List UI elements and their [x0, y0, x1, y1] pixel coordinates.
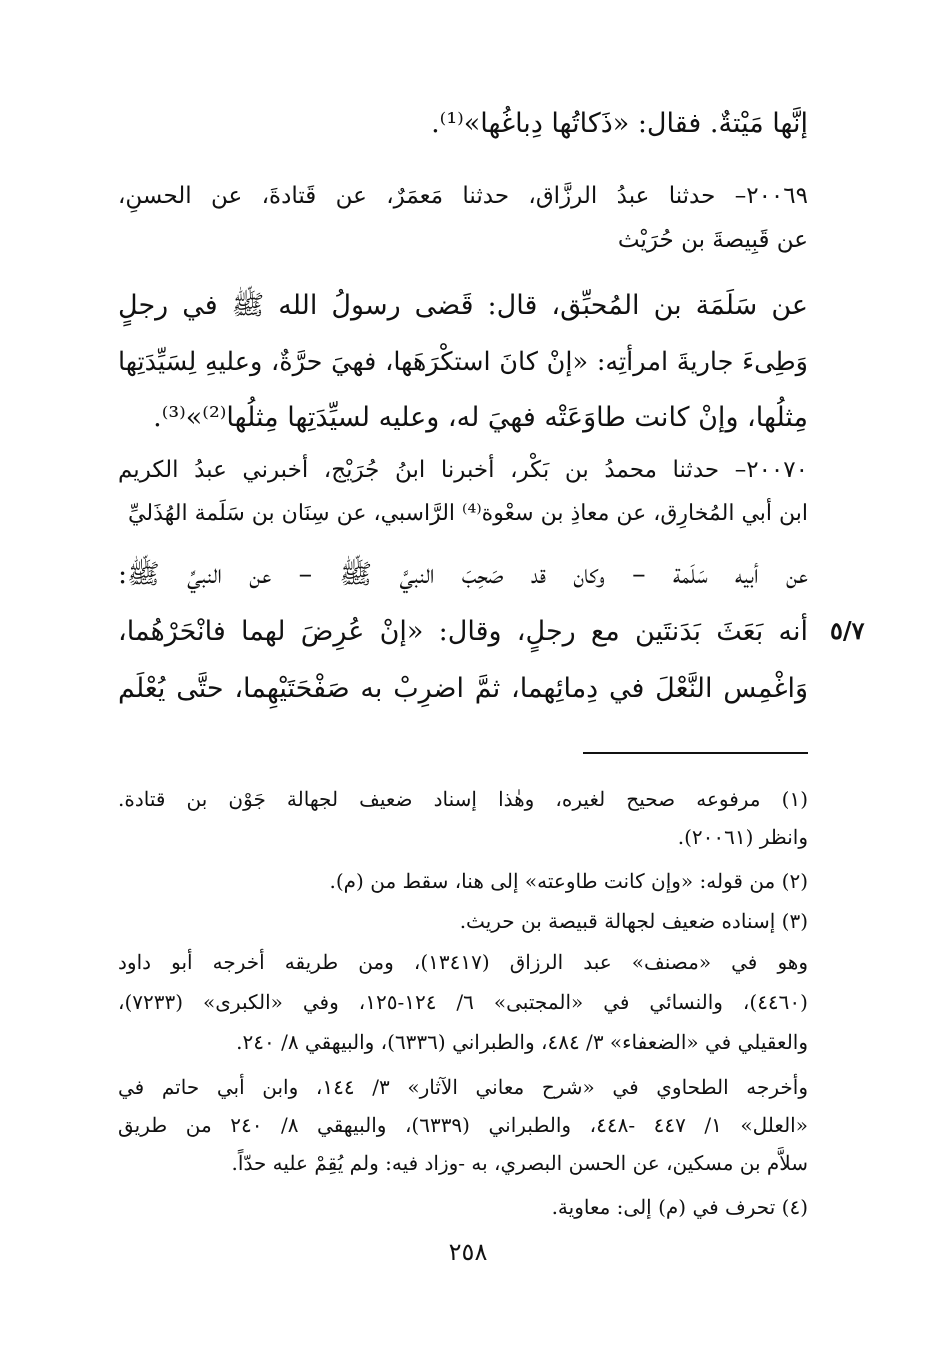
hadith-20070-matn [118, 546, 808, 717]
text-line: وَطِىءَ جاريةَ امرأتِه: «إنْ كانَ استكْرَهَها، فهيَ حرَّةٌ، وعليهِ لِسَيِّدَتِها [118, 347, 808, 377]
footnote-line: (١) مرفوعه صحيح لغيره، وهٰذا إسناد ضعيف لجهالة جَوْن بن قتادة. [118, 787, 808, 811]
footnote-3 [118, 902, 808, 940]
footnote-1 [118, 780, 808, 856]
page-number: ٢٥٨ [448, 1238, 488, 1266]
footnote-3-paragraph-2 [118, 1068, 808, 1182]
footnote-line: وهو في «مصنف» عبد الرزاق (١٣٤١٧)، ومن طريقه أخرجه أبو داود [118, 950, 808, 974]
text-line: عن سَلَمَة بن المُحبِّق، قال: قَضى رسولُ الله ﷺ في رجلٍ [118, 290, 808, 321]
footnote-4 [118, 1188, 808, 1226]
text-line: عن قَبِيصةَ بن حُرَيْث [617, 227, 808, 253]
text-line: إنَّها مَيْتةٌ. فقال: «ذَكاتُها دِباغُها»⁽¹⁾. [431, 108, 808, 139]
footnote-line: وانظر (٢٠٠٦١). [677, 825, 808, 849]
footnote-separator [583, 752, 808, 754]
footnote-line: (٤٤٦٠)، والنسائي في «المجتبى» ٦/ ١٢٤-١٢٥، وفي «الكبرى» (٧٢٣٣)، [118, 990, 808, 1014]
footnote-3-paragraph-1 [118, 942, 808, 1062]
text-line: ابن أبي المُخارِق، عن معاذِ بن سعْوة⁽⁴⁾ الرَّاسبي، عن سِنَان بن سَلَمة الهُذَليِّ [128, 501, 808, 526]
text-line: ٢٠٠٧٠– حدثنا محمدُ بن بَكْر، أخبرنا ابنُ جُرَيْج، أخبرني عبدُ الكريم [118, 457, 808, 483]
footnote-line: (٣) إسناده ضعيف لجهالة قبيصة بن حريث. [459, 909, 808, 933]
footnote-line: «العلل» ١/ ٤٤٧ -٤٤٨، والطبراني (٦٣٣٩)، والبيهقي ٨/ ٢٤٠ من طريق [118, 1113, 808, 1137]
footnote-line: (٤) تحرف في (م) إلى: معاوية. [551, 1195, 808, 1219]
margin-volume-page-marker: ٥/٧ [830, 616, 865, 645]
footnote-line: سلاَّم بن مسكين، عن الحسن البصري، به -وزاد فيه: ولم يُقِمْ عليه حدّاً. [231, 1151, 808, 1175]
text-line: مِثلُها، وإنْ كانت طاوَعَتْه فهيَ له، وعليه لسيِّدَتِها مِثلُها⁽²⁾»⁽³⁾. [153, 402, 808, 433]
text-line: عن أبيه سَلَمة – وكان قد صَحِبَ النبيَّ ﷺ – عن النبيِّ ﷺ: [118, 559, 808, 590]
text-line: أنه بَعَثَ بَدَنتَين مع رجلٍ، وقال: «إنْ عُرِضَ لهما فانْحَرْهُما، [118, 616, 808, 647]
hadith-20070-isnad [118, 448, 808, 536]
footnote-line: (٢) من قوله: «وإن كانت طاوعته» إلى هنا، سقط من (م). [329, 869, 808, 893]
hadith-20069-matn [118, 278, 808, 446]
footnote-line: والعقيلي في «الضعفاء» ٣/ ٤٨٤، والطبراني (٦٣٣٦)، والبيهقي ٨/ ٢٤٠. [236, 1030, 808, 1054]
hadith-20069-isnad [118, 174, 808, 262]
text-line: وَاغْمِس النَّعْلَ في دِمائِهما، ثمَّ اضرِبْ به صَفْحَتَيْهِما، حتَّى يُعْلَم [118, 673, 808, 704]
footnote-2 [118, 862, 808, 900]
opening-line-block [118, 108, 808, 139]
footnote-line: وأخرجه الطحاوي في «شرح معاني الآثار» ٣/ ١٤٤، وابن أبي حاتم في [118, 1075, 808, 1099]
text-line: ٢٠٠٦٩– حدثنا عبدُ الرزَّاق، حدثنا مَعمَرٌ، عن قَتادةَ، عن الحسنِ، [118, 183, 808, 209]
